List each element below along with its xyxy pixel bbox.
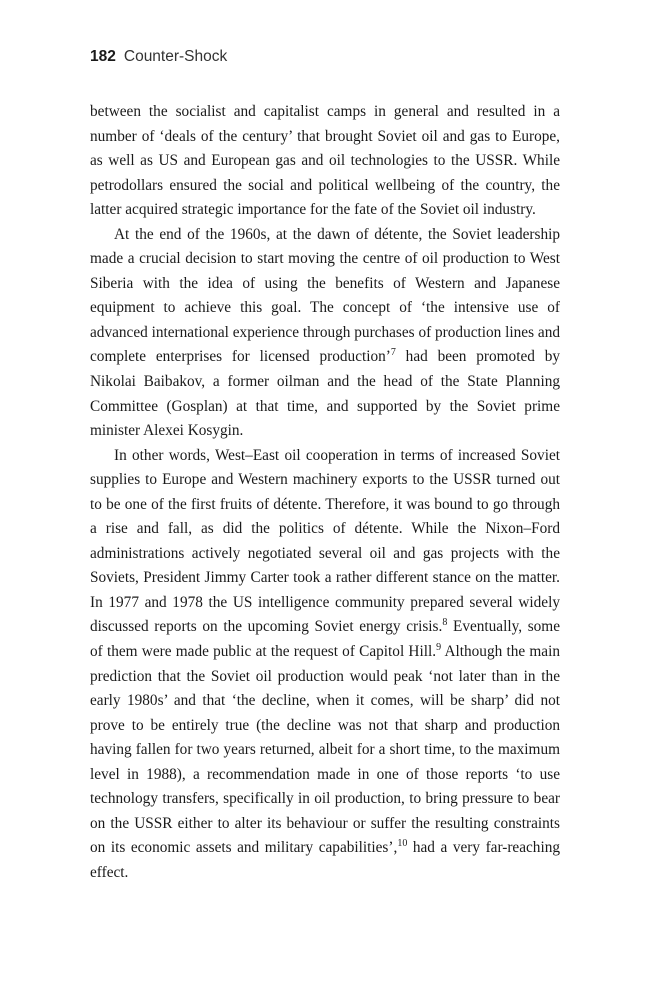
paragraph-2-text-part-2: had been promoted by Nikolai Baibakov, a former oilman and the head of the State Planning Committee (Gosplan) at that time, and supported by the Soviet prime minister Alexei Kosygin.: [90, 348, 560, 440]
paragraph-3-text-part-1: In other words, West–East oil cooperation in terms of increased Soviet supplies to Europe and Western machinery exports to the USSR turned out to be one of the first fruits of détente. Therefore, it was bound to go through a rise and fall, as did the politics of détente. While the Nixon–Ford administrations actively negotiated several oil and gas projects with the Soviets, President Jimmy Carter took a rather different stance on the matter. In 1977 and 1978 the US intelligence community prepared several widely discussed reports on the upcoming Soviet energy crisis.: [90, 446, 560, 636]
footnote-ref-8[interactable]: 8: [442, 617, 448, 629]
running-title: Counter-Shock: [123, 48, 228, 65]
paragraph-2: [90, 223, 560, 444]
running-head: [90, 47, 227, 67]
paragraph-1: [90, 100, 560, 223]
paragraph-1-text: between the socialist and capitalist camps in general and resulted in a number of ‘deals of the century’ that brought Soviet oil and gas to Europe, as well as US and European gas and oil technologies to the USSR. While petrodollars ensured the social and political wellbeing of the country, the latter acquired strategic importance for the fate of the Soviet oil industry.: [90, 103, 560, 219]
paragraph-2-text-part-1: At the end of the 1960s, at the dawn of détente, the Soviet leadership made a crucial decision to start moving the centre of oil production to West Siberia with the idea of using the benefits of Western and Japanese equipment to achieve this goal. The concept of ‘the intensive use of advanced international experience through purchases of production lines and complete enterprises for licensed production’: [90, 225, 560, 366]
paragraph-3-text-part-4: had a very far-reaching effect.: [90, 839, 561, 881]
body-text: [90, 100, 560, 886]
paragraph-3: [90, 444, 560, 886]
paragraph-3-text-part-3: Although the main prediction that the Soviet oil production would peak ‘not later than in the early 1980s’ and that ‘the decline, when it comes, will be sharp’ did not prove to be entirely true (the decline was not that sharp and production having fallen for two years returned, albeit for a short time, to the maximum level in 1988), a recommendation made in one of those reports ‘to use technology transfers, specifically in oil production, to bring pressure to bear on the USSR either to alter its behaviour or suffer the resulting constraints on its economic assets and military capabilities’,: [90, 643, 560, 857]
footnote-ref-9[interactable]: 9: [436, 642, 442, 654]
paragraph-3-text-part-2: Eventually, some of them were made public at the request of Capitol Hill.: [90, 618, 560, 661]
page-number: 182: [90, 48, 116, 65]
footnote-ref-10[interactable]: 10: [397, 838, 408, 850]
footnote-ref-7[interactable]: 7: [390, 347, 396, 359]
